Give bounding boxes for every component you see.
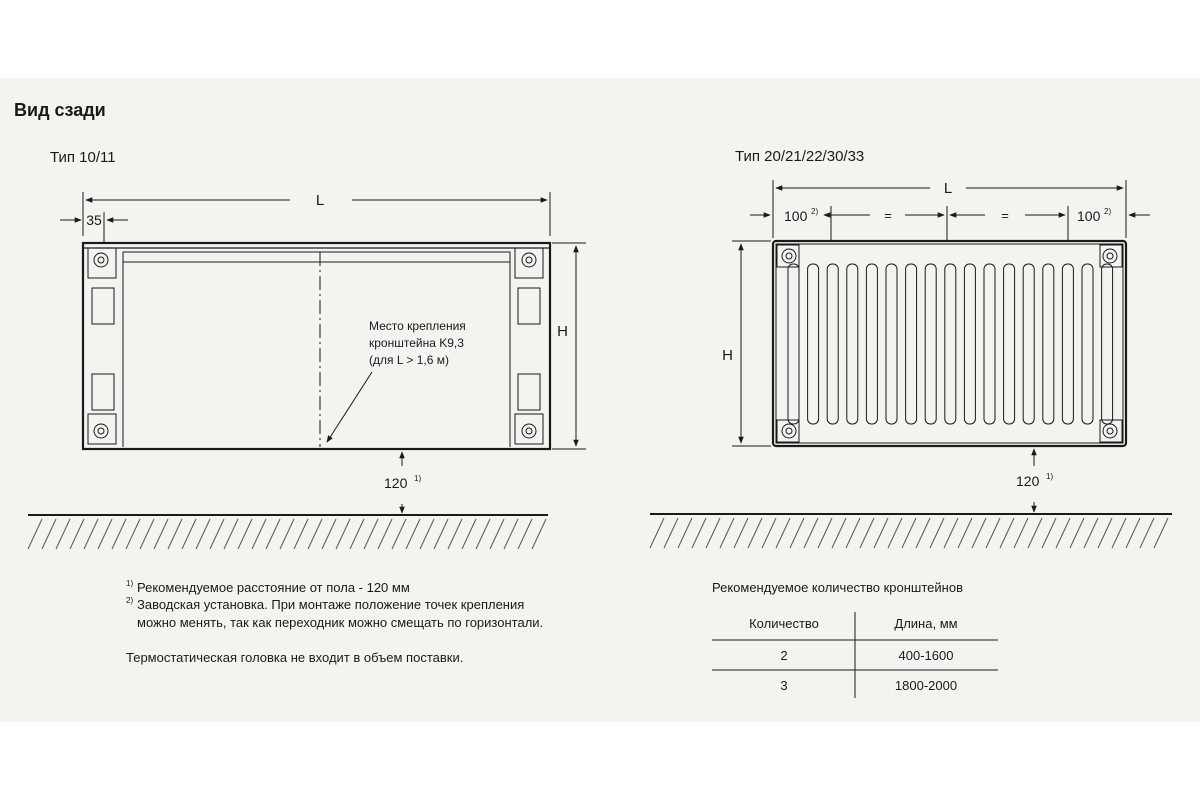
hatch-stroke <box>336 519 350 549</box>
brackets-table <box>712 580 998 698</box>
hatch-stroke <box>972 518 986 548</box>
hatch-stroke <box>1000 518 1014 548</box>
table-row-1-qty: 2 <box>780 648 788 663</box>
hatch-stroke <box>98 519 112 549</box>
hatch-stroke <box>874 518 888 548</box>
right-dim-H-label: H <box>722 347 733 364</box>
right-eq-1: = <box>884 208 892 223</box>
left-callout-line-2: кронштейна K9,3 <box>369 336 464 350</box>
table-caption: Рекомендуемое количество кронштейнов <box>712 580 963 595</box>
hatch-stroke <box>1140 518 1154 548</box>
right-dim-L-label: L <box>943 180 953 197</box>
hatch-stroke <box>1014 518 1028 548</box>
hatch-stroke <box>378 519 392 549</box>
hatch-stroke <box>154 519 168 549</box>
right-eq-2: = <box>1001 208 1009 223</box>
left-radiator-body <box>83 243 550 449</box>
hatch-stroke <box>294 519 308 549</box>
hatch-stroke <box>434 519 448 549</box>
hatch-stroke <box>650 518 664 548</box>
hatch-stroke <box>448 519 462 549</box>
hatch-stroke <box>664 518 678 548</box>
hatch-stroke <box>790 518 804 548</box>
hatch-stroke <box>406 519 420 549</box>
right-dim-100-left: 100 <box>784 208 808 224</box>
left-type-label: Тип 10/11 <box>50 149 116 166</box>
left-callout-line-3: (для L > 1,6 м) <box>369 353 449 367</box>
hatch-stroke <box>392 519 406 549</box>
hatch-stroke <box>84 519 98 549</box>
footnotes <box>126 579 543 665</box>
hatch-stroke <box>1028 518 1042 548</box>
hatch-stroke <box>140 519 154 549</box>
note-2-text-a: Заводская установка. При монтаже положение точек крепления <box>137 597 525 612</box>
hatch-stroke <box>706 518 720 548</box>
left-dim-120-label: 120 <box>384 475 408 491</box>
hatch-stroke <box>958 518 972 548</box>
table-header-qty: Количество <box>749 616 819 631</box>
note-2-text-b: можно менять, так как переходник можно смещать по горизонтали. <box>137 615 544 630</box>
hatch-stroke <box>776 518 790 548</box>
hatch-stroke <box>818 518 832 548</box>
hatch-stroke <box>280 519 294 549</box>
page-title: Вид сзади <box>14 100 106 120</box>
hatch-stroke <box>252 519 266 549</box>
hatch-stroke <box>762 518 776 548</box>
hatch-stroke <box>350 519 364 549</box>
hatch-stroke <box>476 519 490 549</box>
left-dim-L-label: L <box>315 192 325 209</box>
hatch-stroke <box>888 518 902 548</box>
hatch-stroke <box>748 518 762 548</box>
note-1-mark: 1) <box>126 579 134 588</box>
hatch-stroke <box>916 518 930 548</box>
hatch-stroke <box>364 519 378 549</box>
left-dim-35-label: 35 <box>86 212 102 228</box>
table-row-2-qty: 3 <box>780 678 788 693</box>
hatch-stroke <box>846 518 860 548</box>
hatch-stroke <box>532 519 546 549</box>
left-dim-H-label: H <box>557 323 568 340</box>
hatch-stroke <box>70 519 84 549</box>
hatch-stroke <box>804 518 818 548</box>
thermo-note: Термостатическая головка не входит в объем поставки. <box>126 650 464 665</box>
hatch-stroke <box>112 519 126 549</box>
note-2-mark: 2) <box>126 596 134 605</box>
hatch-stroke <box>1084 518 1098 548</box>
hatch-stroke <box>678 518 692 548</box>
hatch-stroke <box>420 519 434 549</box>
hatch-stroke <box>1042 518 1056 548</box>
hatch-stroke <box>238 519 252 549</box>
right-dim-100-right: 100 <box>1077 208 1101 224</box>
hatch-stroke <box>168 519 182 549</box>
hatch-stroke <box>28 519 42 549</box>
hatch-stroke <box>56 519 70 549</box>
hatch-stroke <box>490 519 504 549</box>
right-dim-120-label: 120 <box>1016 473 1040 489</box>
hatch-stroke <box>462 519 476 549</box>
hatch-stroke <box>1056 518 1070 548</box>
right-dim-100-right-note: 2) <box>1104 207 1112 216</box>
left-callout-line-1: Место крепления <box>369 319 466 333</box>
hatch-stroke <box>986 518 1000 548</box>
hatch-stroke <box>126 519 140 549</box>
hatch-stroke <box>504 519 518 549</box>
table-row-1-length: 400-1600 <box>898 648 954 663</box>
table-row-2-length: 1800-2000 <box>894 678 958 693</box>
hatch-stroke <box>692 518 706 548</box>
hatch-stroke <box>1070 518 1084 548</box>
right-type-label: Тип 20/21/22/30/33 <box>735 148 865 165</box>
hatch-stroke <box>210 519 224 549</box>
hatch-stroke <box>196 519 210 549</box>
hatch-stroke <box>930 518 944 548</box>
table-header-length: Длина, мм <box>894 616 958 631</box>
note-1-text: Рекомендуемое расстояние от пола - 120 мм <box>137 580 410 595</box>
right-floor-hatch <box>650 518 1168 548</box>
hatch-stroke <box>224 519 238 549</box>
right-dim-100-left-note: 2) <box>811 207 819 216</box>
left-dim-120-note: 1) <box>414 474 422 483</box>
hatch-stroke <box>322 519 336 549</box>
left-floor-hatch <box>28 519 546 549</box>
hatch-stroke <box>266 519 280 549</box>
hatch-stroke <box>308 519 322 549</box>
hatch-stroke <box>182 519 196 549</box>
hatch-stroke <box>860 518 874 548</box>
hatch-stroke <box>734 518 748 548</box>
hatch-stroke <box>944 518 958 548</box>
hatch-stroke <box>42 519 56 549</box>
hatch-stroke <box>1098 518 1112 548</box>
hatch-stroke <box>518 519 532 549</box>
left-radiator-drawing <box>28 149 586 549</box>
hatch-stroke <box>720 518 734 548</box>
right-dim-120-note: 1) <box>1046 472 1054 481</box>
hatch-stroke <box>902 518 916 548</box>
hatch-stroke <box>1112 518 1126 548</box>
hatch-stroke <box>1126 518 1140 548</box>
hatch-stroke <box>1154 518 1168 548</box>
hatch-stroke <box>832 518 846 548</box>
right-radiator-drawing <box>650 148 1172 548</box>
